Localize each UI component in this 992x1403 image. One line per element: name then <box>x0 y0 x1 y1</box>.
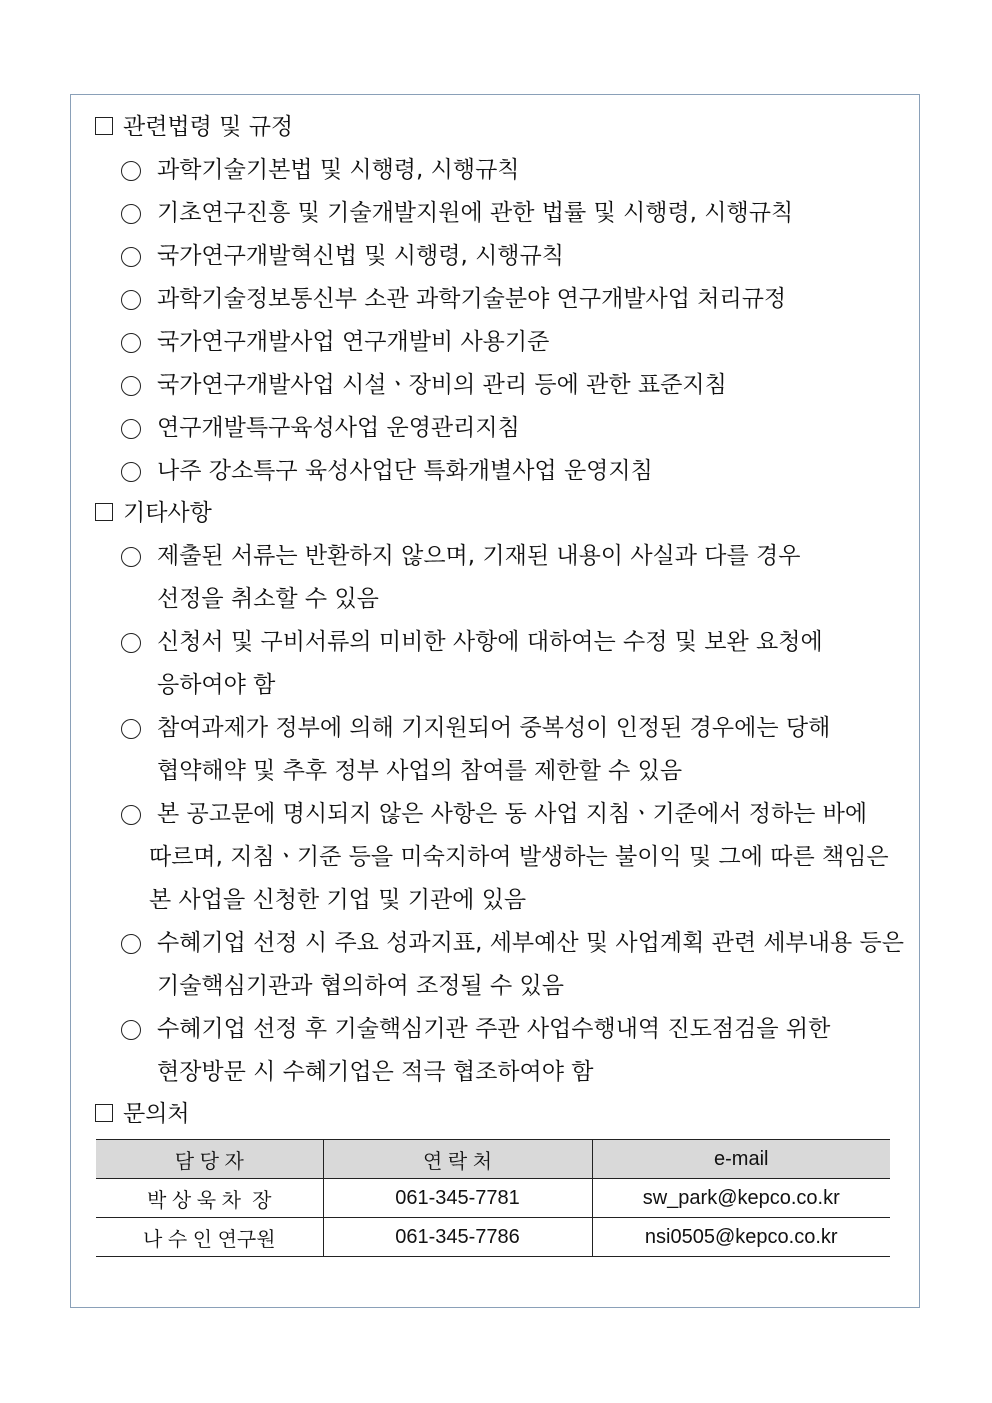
list-item: 수혜기업 선정 시 주요 성과지표, 세부예산 및 사업계획 관련 세부내용 등은 기술핵심기관과 협의하여 조정될 수 있음 <box>95 929 895 1000</box>
circle-bullet-icon <box>121 547 141 567</box>
circle-bullet-icon <box>121 934 141 954</box>
table-row <box>96 1179 890 1218</box>
column-header: e-mail <box>592 1140 890 1179</box>
circle-bullet-icon <box>121 1020 141 1040</box>
column-header: 담 당 자 <box>96 1140 323 1179</box>
list-item: 신청서 및 구비서류의 미비한 사항에 대하여는 수정 및 보완 요청에 응하여야 함 <box>95 628 895 699</box>
document-content <box>95 113 904 1128</box>
section-title: 기타사항 <box>123 500 212 526</box>
list-item: 국가연구개발사업 시설ㆍ장비의 관리 등에 관한 표준지침 <box>95 371 895 399</box>
contact-table <box>96 1139 890 1257</box>
list-item: 과학기술정보통신부 소관 과학기술분야 연구개발사업 처리규정 <box>95 285 895 313</box>
circle-bullet-icon <box>121 419 141 439</box>
contact-phone: 061-345-7786 <box>323 1218 592 1257</box>
column-header: 연 락 처 <box>323 1140 592 1179</box>
list-item: 참여과제가 정부에 의해 기지원되어 중복성이 인정된 경우에는 당해 협약해약 및 추후 정부 사업의 참여를 제한할 수 있음 <box>95 714 895 785</box>
contact-phone: 061-345-7781 <box>323 1179 592 1218</box>
document-frame <box>70 94 920 1308</box>
circle-bullet-icon <box>121 247 141 267</box>
list-item: 나주 강소특구 육성사업단 특화개별사업 운영지침 <box>95 457 895 485</box>
circle-bullet-icon <box>121 290 141 310</box>
circle-bullet-icon <box>121 204 141 224</box>
circle-bullet-icon <box>121 462 141 482</box>
section-etc-heading <box>95 499 895 527</box>
circle-bullet-icon <box>121 633 141 653</box>
section-laws-heading <box>95 113 895 141</box>
contact-person: 나 수 인 연구원 <box>96 1218 323 1257</box>
contact-person: 박 상 욱 차 장 <box>96 1179 323 1218</box>
circle-bullet-icon <box>121 161 141 181</box>
list-item: 연구개발특구육성사업 운영관리지침 <box>95 414 895 442</box>
list-item: 과학기술기본법 및 시행령, 시행규칙 <box>95 156 895 184</box>
list-item: 수혜기업 선정 후 기술핵심기관 주관 사업수행내역 진도점검을 위한 현장방문 시 수혜기업은 적극 협조하여야 함 <box>95 1015 895 1086</box>
table-header-row <box>96 1140 890 1179</box>
list-item: 국가연구개발혁신법 및 시행령, 시행규칙 <box>95 242 895 270</box>
square-bullet-icon <box>95 503 113 521</box>
circle-bullet-icon <box>121 376 141 396</box>
square-bullet-icon <box>95 1104 113 1122</box>
table-row <box>96 1218 890 1257</box>
list-item: 기초연구진흥 및 기술개발지원에 관한 법률 및 시행령, 시행규칙 <box>95 199 895 227</box>
contact-email: nsi0505@kepco.co.kr <box>592 1218 890 1257</box>
circle-bullet-icon <box>121 333 141 353</box>
list-item: 본 공고문에 명시되지 않은 사항은 동 사업 지침ㆍ기준에서 정하는 바에 따르며, 지침ㆍ기준 등을 미숙지하여 발생하는 불이익 및 그에 따른 책임은 본 사업을 신청한 기업 및 기관에 있음 <box>95 800 895 914</box>
contact-email: sw_park@kepco.co.kr <box>592 1179 890 1218</box>
section-contact-heading <box>95 1100 895 1128</box>
section-title: 문의처 <box>123 1101 190 1127</box>
section-title: 관련법령 및 규정 <box>123 114 294 140</box>
list-item: 국가연구개발사업 연구개발비 사용기준 <box>95 328 895 356</box>
list-item: 제출된 서류는 반환하지 않으며, 기재된 내용이 사실과 다를 경우 선정을 취소할 수 있음 <box>95 542 895 613</box>
circle-bullet-icon <box>121 805 141 825</box>
circle-bullet-icon <box>121 719 141 739</box>
square-bullet-icon <box>95 117 113 135</box>
